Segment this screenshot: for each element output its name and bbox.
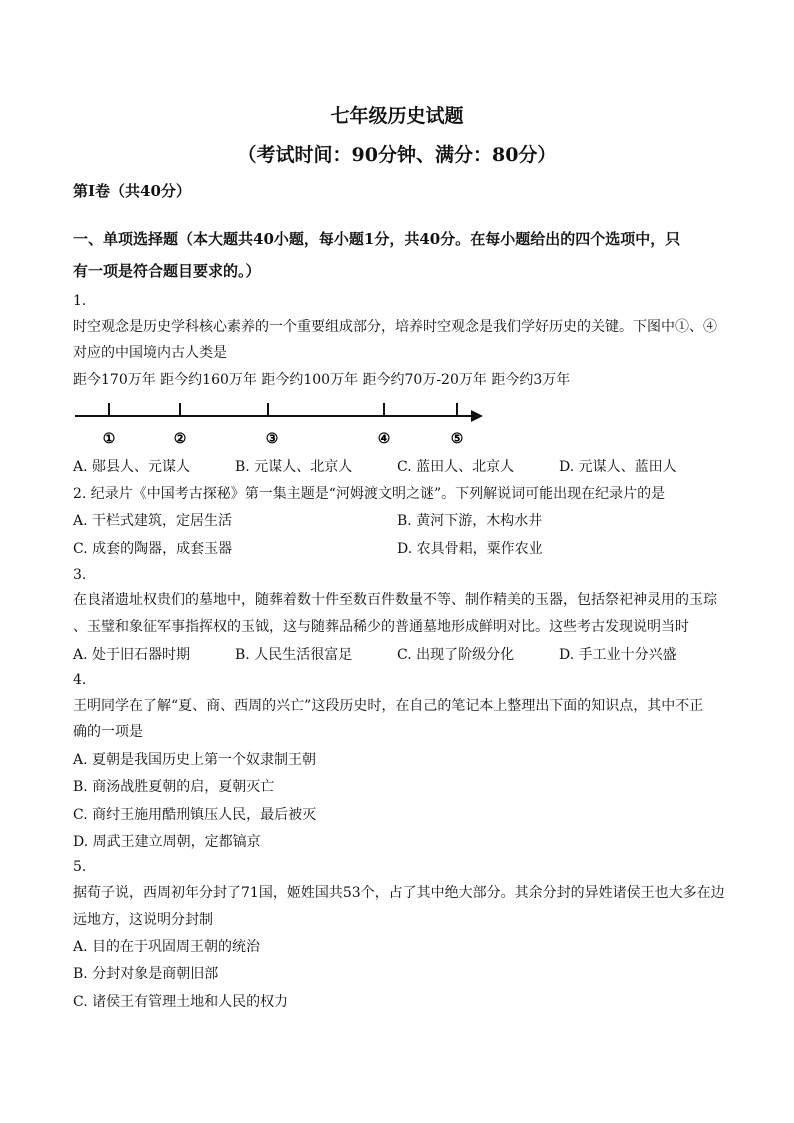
q1-option-d: D. 元谋人、蓝田人 <box>559 459 677 475</box>
q4-number: 4. <box>73 672 87 688</box>
q3-stem-line2: 、玉璧和象征军事指挥权的玉钺，这与随葬品稀少的普通墓地形成鲜明对比。这些考古发现说明当时 <box>73 619 689 635</box>
timeline-marker-4: ④ <box>377 431 391 447</box>
q2-option-c: C. 成套的陶器，成套玉器 <box>73 541 233 557</box>
timeline-marker-3: ③ <box>265 431 279 447</box>
q1-option-b: B. 元谋人、北京人 <box>235 459 353 475</box>
q4-option-a: A. 夏朝是我国历史上第一个奴隶制王朝 <box>73 752 317 768</box>
q1-stem-line1: 时空观念是历史学科核心素养的一个重要组成部分，培养时空观念是我们学好历史的关键。下图中①、④ <box>73 319 717 335</box>
q5-option-c: C. 诸侯王有管理土地和人民的权力 <box>73 994 289 1010</box>
q3-option-a: A. 处于旧石器时期 <box>73 647 191 663</box>
q4-option-c: C. 商纣王施用酷刑镇压人民，最后被灭 <box>73 807 317 823</box>
q3-option-b: B. 人民生活很富足 <box>235 647 353 663</box>
part-heading: 第Ⅰ卷（共40分） <box>73 182 191 200</box>
q2-option-d: D. 农具骨耜，粟作农业 <box>397 541 543 557</box>
q5-option-a: A. 目的在于巩固周王朝的统治 <box>73 939 261 955</box>
q5-number: 5. <box>73 859 87 875</box>
q3-number: 3. <box>73 567 87 583</box>
q4-stem-line2: 确的一项是 <box>73 724 143 740</box>
q1-stem-line2: 对应的中国境内古人类是 <box>73 345 227 361</box>
q5-stem-line2: 远地方，这说明分封制 <box>73 912 213 928</box>
section-heading-line2: 有一项是符合题目要求的。） <box>73 262 261 280</box>
exam-subtitle: （考试时间：90分钟、满分：80分） <box>237 144 557 166</box>
q4-option-b: B. 商汤战胜夏朝的启，夏朝灭亡 <box>73 779 275 795</box>
timeline-marker-5: ⑤ <box>450 431 464 447</box>
q2-option-b: B. 黄河下游，木构水井 <box>397 513 543 529</box>
q3-option-c: C. 出现了阶级分化 <box>397 647 515 663</box>
q5-option-b: B. 分封对象是商朝旧部 <box>73 966 219 982</box>
timeline-marker-2: ② <box>173 431 187 447</box>
q2-option-a: A. 干栏式建筑，定居生活 <box>73 513 233 529</box>
q3-stem-line1: 在良渚遗址权贵们的墓地中，随葬着数十件至数百件数量不等、制作精美的玉器，包括祭祀神灵用的玉琮 <box>73 592 717 608</box>
q1-option-c: C. 蓝田人、北京人 <box>397 459 515 475</box>
exam-title: 七年级历史试题 <box>330 105 464 127</box>
q5-stem-line1: 据荀子说，西周初年分封了71国，姬姓国共53个，占了其中绝大部分。其余分封的异姓诸侯王也大多在边 <box>73 885 725 901</box>
q2-stem: 2. 纪录片《中国考古探秘》第一集主题是“河姆渡文明之谜”。下列解说词可能出现在纪录片的是 <box>73 486 666 502</box>
q4-option-d: D. 周武王建立周朝，定都镐京 <box>73 834 261 850</box>
timeline-labels: 距今170万年 距今约160万年 距今约100万年 距今约70万-20万年 距今约3万年 <box>73 372 571 388</box>
q4-stem-line1: 王明同学在了解“夏、商、西周的兴亡”这段历史时，在自己的笔记本上整理出下面的知识点，其中不正 <box>73 698 704 714</box>
section-heading-line1: 一、单项选择题（本大题共40小题，每小题1分，共40分。在每小题给出的四个选项中，只 <box>73 230 681 248</box>
q3-option-d: D. 手工业十分兴盛 <box>559 647 677 663</box>
q1-option-a: A. 郧县人、元谋人 <box>73 459 191 475</box>
timeline-marker-1: ① <box>102 431 116 447</box>
timeline-figure <box>73 396 493 452</box>
q1-number: 1. <box>73 293 87 309</box>
